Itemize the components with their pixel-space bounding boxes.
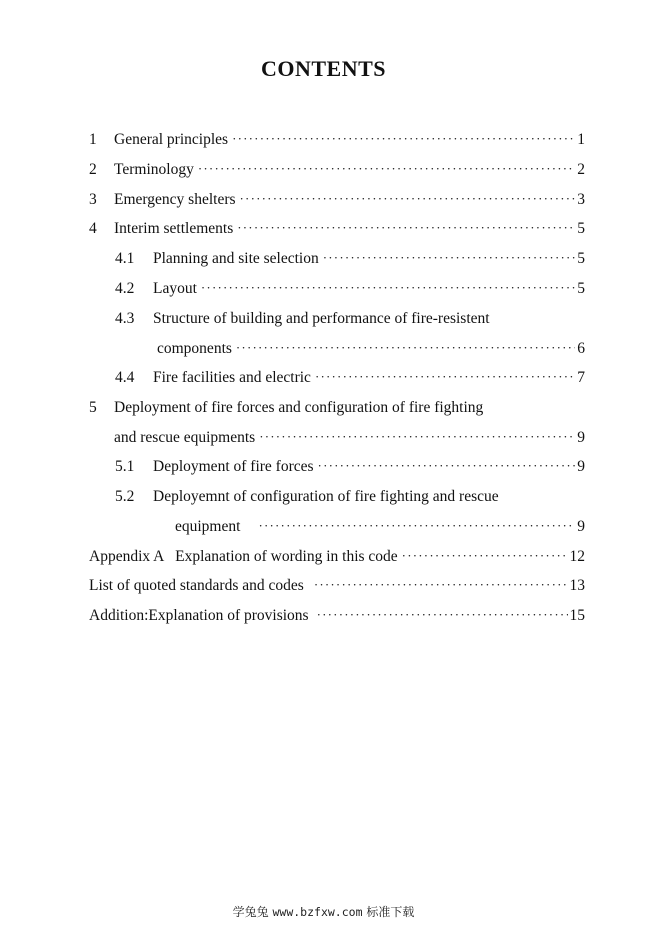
- toc-entry-5[interactable]: [89, 397, 585, 419]
- toc-entry-number: 2: [89, 161, 97, 178]
- toc-entry-page: 7: [577, 369, 585, 386]
- dot-leader: [240, 188, 576, 210]
- toc-entry-4-2[interactable]: [115, 278, 585, 300]
- toc-entry-page: 5: [577, 220, 585, 237]
- dot-leader: [259, 426, 575, 448]
- toc-entry-title: and rescue equipments: [114, 429, 256, 446]
- toc-entry-page: 9: [577, 518, 585, 535]
- toc-entry-page: 2: [577, 161, 585, 178]
- toc-entry-4-3[interactable]: [115, 308, 585, 330]
- toc-entry-page: 3: [577, 191, 585, 208]
- toc-entry-title: Layout: [153, 280, 197, 297]
- toc-entry-number: 4.4: [115, 369, 135, 386]
- toc-entry-4[interactable]: [89, 218, 585, 240]
- toc-entry-4-4[interactable]: [115, 367, 585, 389]
- dot-leader: [317, 604, 568, 626]
- dot-leader: [402, 545, 568, 567]
- toc-entry-title: equipment: [175, 518, 241, 535]
- toc-entry-page: 1: [577, 131, 585, 148]
- toc-entry-1[interactable]: [89, 129, 585, 151]
- dot-leader: [258, 515, 575, 537]
- toc-entry-title: Emergency shelters: [114, 191, 236, 208]
- dot-leader: [318, 455, 576, 477]
- toc-entry-number: 5.2: [115, 488, 135, 505]
- toc-entry-appendix-a[interactable]: [89, 546, 585, 568]
- toc-entry-page: 5: [577, 250, 585, 267]
- toc-entry-page: 13: [569, 577, 585, 594]
- toc-entry-number: 5: [89, 399, 97, 416]
- dot-leader: [201, 277, 575, 299]
- toc-entry-page: 9: [577, 429, 585, 446]
- toc-entry-4-1[interactable]: [115, 248, 585, 270]
- toc-entry-title: General principles: [114, 131, 229, 148]
- toc-entry-title: Terminology: [114, 161, 194, 178]
- dot-leader: [232, 128, 575, 150]
- toc-entry-title: Addition:Explanation of provisions: [89, 607, 309, 624]
- footer-url[interactable]: www.bzfxw.com: [272, 905, 363, 919]
- toc-entry-3[interactable]: [89, 189, 585, 211]
- toc-entry-title: Deployment of fire forces and configuration of fire fighting: [114, 399, 484, 416]
- toc-entry-4-3-continued[interactable]: [157, 338, 585, 360]
- toc-entry-number: 4.3: [115, 310, 135, 327]
- toc-entry-title: Appendix A Explanation of wording in this code: [89, 548, 398, 565]
- toc-entry-page: 6: [577, 340, 585, 357]
- dot-leader: [198, 158, 575, 180]
- toc-entry-title: Interim settlements: [114, 220, 234, 237]
- toc-entry-2[interactable]: [89, 159, 585, 181]
- toc-entry-page: 5: [577, 280, 585, 297]
- dot-leader: [314, 574, 568, 596]
- toc-entry-5-2-continued[interactable]: [175, 516, 585, 538]
- toc-entry-title: Fire facilities and electric: [153, 369, 311, 386]
- toc-entry-number: 4.1: [115, 250, 135, 267]
- footer-watermark: [0, 903, 647, 920]
- toc-entry-title: Deployment of fire forces: [153, 458, 314, 475]
- toc-entry-title: Deployemnt of configuration of fire fighting and rescue: [153, 488, 499, 505]
- page-title: CONTENTS: [260, 56, 387, 81]
- dot-leader: [315, 366, 575, 388]
- dot-leader: [237, 217, 575, 239]
- toc-entry-title: Planning and site selection: [153, 250, 319, 267]
- toc-entry-number: 3: [89, 191, 97, 208]
- toc-entry-page: 12: [569, 548, 585, 565]
- toc-entry-number: 4.2: [115, 280, 135, 297]
- toc-entry-number: 1: [89, 131, 97, 148]
- dot-leader: [323, 247, 576, 269]
- toc-entry-explanation-of-provisions[interactable]: [89, 605, 585, 627]
- toc-entry-title: Structure of building and performance of fire-resistent: [153, 310, 490, 327]
- toc-entry-5-continued[interactable]: [114, 427, 585, 449]
- toc-entry-5-2[interactable]: [115, 486, 585, 508]
- toc-entry-page: 15: [569, 607, 585, 624]
- toc-entry-number: 5.1: [115, 458, 135, 475]
- toc-entry-title: components: [157, 340, 232, 357]
- toc-entry-page: 9: [577, 458, 585, 475]
- toc-entry-5-1[interactable]: [115, 456, 585, 478]
- toc-entry-quoted-standards[interactable]: [89, 575, 585, 597]
- toc-entry-number: 4: [89, 220, 97, 237]
- toc-entry-title: List of quoted standards and codes: [89, 577, 304, 594]
- footer-site-name: 学兔兔: [232, 905, 269, 919]
- dot-leader: [236, 337, 575, 359]
- footer-site-tagline: 标准下载: [366, 905, 415, 919]
